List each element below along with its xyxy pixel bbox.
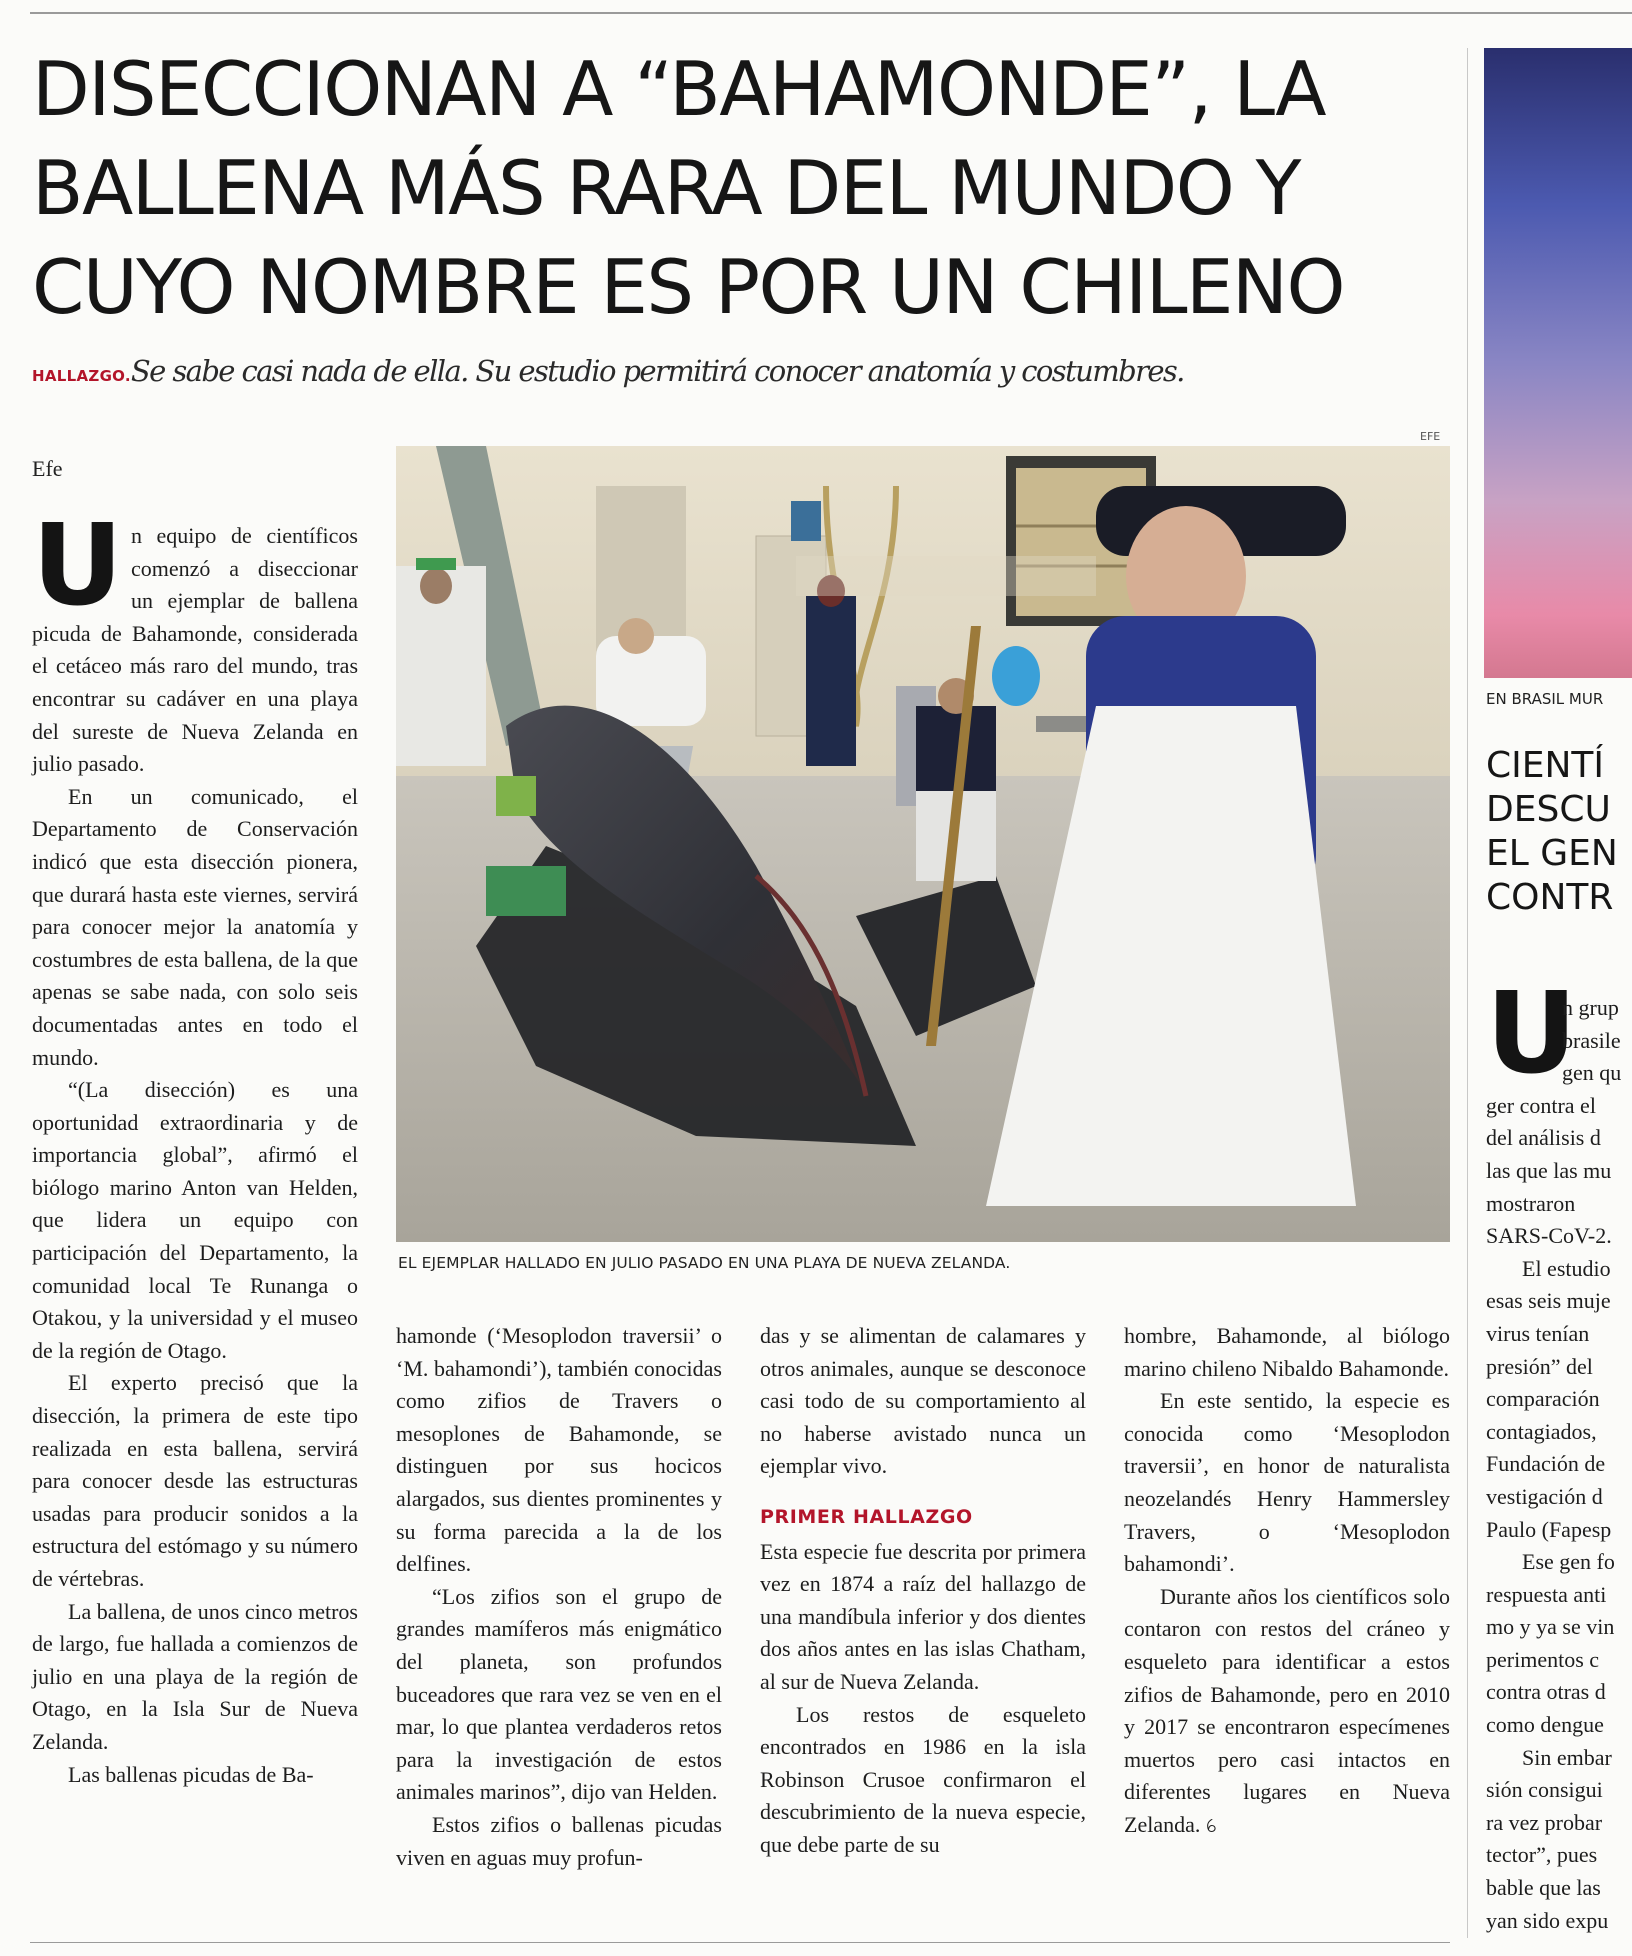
end-mark-icon: ꕃ [1205,1815,1217,1837]
sidebar-headline [1486,744,1618,920]
paragraph: n equipo de científicos comenzó a diseccionar un ejemplar de ballena picuda de Bahamonde, considerada el cetáceo más raro del mundo, tras encontrar su cadáver en una playa del sureste de Nueva Zelanda en julio pasado. [32,523,358,777]
paragraph: Las ballenas picudas de Ba- [68,1761,314,1787]
deck [32,354,1452,388]
article-column-1 [32,501,358,1791]
sidebar-line: como dengue [1486,1712,1604,1738]
sidebar-line: esas seis muje [1486,1288,1611,1314]
headline-line-2: BALLENA MÁS RARA DEL MUNDO Y [32,144,1300,232]
byline: Efe [32,456,63,481]
paragraph: El experto precisó que la disección, la primera de este tipo realizada en esta ballena, servirá para conocer desde las estructuras usadas para producir sonidos a la estructura del estómago y su número de vértebras. [32,1370,358,1591]
paragraph: La ballena, de unos cinco metros de largo, fue hallada a comienzos de julio en una playa de la región de Otago, en la Isla Sur de Nueva Zelanda. [32,1598,358,1754]
bottom-rule [30,1942,1450,1943]
paragraph: Los restos de esqueleto encontrados en 1986 en la isla Robinson Crusoe confirmaron el descubrimiento de la nueva especie, que debe parte de su [760,1701,1086,1857]
headline [32,40,1452,337]
sidebar-line: del análisis d [1486,1125,1601,1151]
sidebar-line: respuesta anti [1486,1581,1607,1607]
sidebar-line: mostraron [1486,1190,1576,1216]
sidebar-line: perimentos c [1486,1646,1600,1672]
article-column-3 [760,1320,1086,1862]
dissection-illustration [396,446,1450,1242]
sidebar-dropcap: U [1486,969,1577,1099]
sidebar-line: vestigación d [1486,1483,1603,1509]
article-column-2 [396,1320,722,1874]
paragraph: hombre, Bahamonde, al biólogo marino chileno Nibaldo Bahamonde. [1124,1323,1450,1381]
sidebar-line: ra vez probar [1486,1809,1603,1835]
paragraph-text: Durante años los científicos solo contaron con restos del cráneo y esqueleto para identificar a estos zifios de Bahamonde, pero en 2010 y 2017 se encontraron especímenes muertos pero casi intactos en diferentes lugares en Nueva Zelanda. [1124,1583,1450,1837]
paragraph: “Los zifios son el grupo de grandes mamíferos más enigmático del planeta, son profundos buceadores que rara vez se ven en el mar, lo que plantea verdaderos retos para la investigación de estos animales marinos”, dijo van Helden. [396,1583,722,1805]
headline-line-3: CUYO NOMBRE ES POR UN CHILENO [32,243,1345,331]
sidebar-line: n grup [1562,995,1619,1020]
deck-text: Se sabe casi nada de ella. Su estudio permitirá conocer anatomía y costumbres. [130,354,1184,388]
sidebar-headline-line: CIENTÍ [1486,745,1605,786]
paragraph [1124,1581,1450,1844]
sidebar-line: presión” del [1486,1353,1593,1379]
paragraph: En un comunicado, el Departamento de Conservación indicó que esta disección pionera, que durará hasta este viernes, servirá para conocer mejor la anatomía y costumbres de esta ballena, de la que apenas se sabe nada, con solo seis documentadas antes en todo el mundo. [32,783,358,1070]
article-column-4 [1124,1320,1450,1844]
sidebar-column [1486,969,1632,1937]
deck-kicker: HALLAZGO. [32,367,131,385]
sidebar-caption: EN BRASIL MUR [1486,690,1604,708]
photo-caption: EL EJEMPLAR HALLADO EN JULIO PASADO EN UNA PLAYA DE NUEVA ZELANDA. [398,1254,1011,1272]
photo-credit: EFE [1420,430,1441,443]
top-rule [30,12,1632,14]
sidebar-line: Ese gen fo [1522,1549,1615,1575]
sidebar-line: Sin embar [1522,1744,1612,1770]
sidebar-line: Fundación de [1486,1451,1606,1477]
paragraph: hamonde (‘Mesoplodon traversii’ o ‘M. bahamondi’), también conocidas como zifios de Travers o mesoplones de Bahamonde, se distinguen por sus hocicos alargados, sus dientes prominentes y su forma parecida a la de los delfines. [396,1323,722,1577]
dropcap: U [32,501,123,631]
sidebar-headline-line: CONTR [1486,877,1614,918]
paragraph: En este sentido, la especie es conocida como ‘Mesoplodon traversii’, en honor de naturalista neozelandés Henry Hammersley Travers, o ‘Mesoplodon bahamondi’. [1124,1388,1450,1577]
sidebar-line: SARS-CoV-2. [1486,1223,1612,1249]
sidebar-line: brasile [1562,1027,1621,1053]
sidebar-line: virus tenían [1486,1320,1590,1346]
paragraph: Estos zifios o ballenas picudas viven en aguas muy profun- [396,1811,722,1870]
sidebar-headline-line: DESCU [1486,789,1611,830]
subhead: PRIMER HALLAZGO [760,1505,973,1528]
sidebar-line: mo y ya se vin [1486,1614,1615,1640]
sidebar-line: gen qu [1562,1060,1622,1086]
headline-line-1: DISECCIONAN A “BAHAMONDE”, LA [32,45,1326,133]
dissection-photo [396,446,1450,1242]
column-divider [1467,48,1468,1938]
sidebar-line: El estudio [1522,1255,1611,1281]
sidebar-line: contra otras d [1486,1679,1606,1705]
paragraph: Esta especie fue descrita por primera vez en 1874 a raíz del hallazgo de una mandíbula inferior y dos dientes dos años antes en las islas Chatham, al sur de Nueva Zelanda. [760,1538,1086,1694]
sidebar-line: las que las mu [1486,1157,1612,1183]
sidebar-line: bable que las [1486,1875,1601,1901]
sidebar-headline-line: EL GEN [1486,833,1618,874]
sidebar-line: tector”, pues [1486,1842,1598,1868]
sidebar-line: sión consigui [1486,1777,1603,1803]
sidebar-line: ger contra el [1486,1092,1596,1118]
sidebar-photo [1484,48,1632,678]
paragraph: “(La disección) es una oportunidad extraordinaria y de importancia global”, afirmó el biólogo marino Anton van Helden, que lidera un equipo con participación del Departamento, la comunidad local Te Runanga o Otakou, y la universidad y el museo de la región de Otago. [32,1077,358,1363]
sidebar-line: comparación [1486,1386,1600,1412]
sidebar-line: Paulo (Fapesp [1486,1516,1612,1542]
paragraph: das y se alimentan de calamares y otros animales, aunque se desconoce casi todo de su comportamiento al no haberse avistado nunca un ejemplar vivo. [760,1323,1086,1479]
sidebar-line: yan sido expu [1486,1907,1609,1933]
sidebar-line: contagiados, [1486,1418,1597,1444]
